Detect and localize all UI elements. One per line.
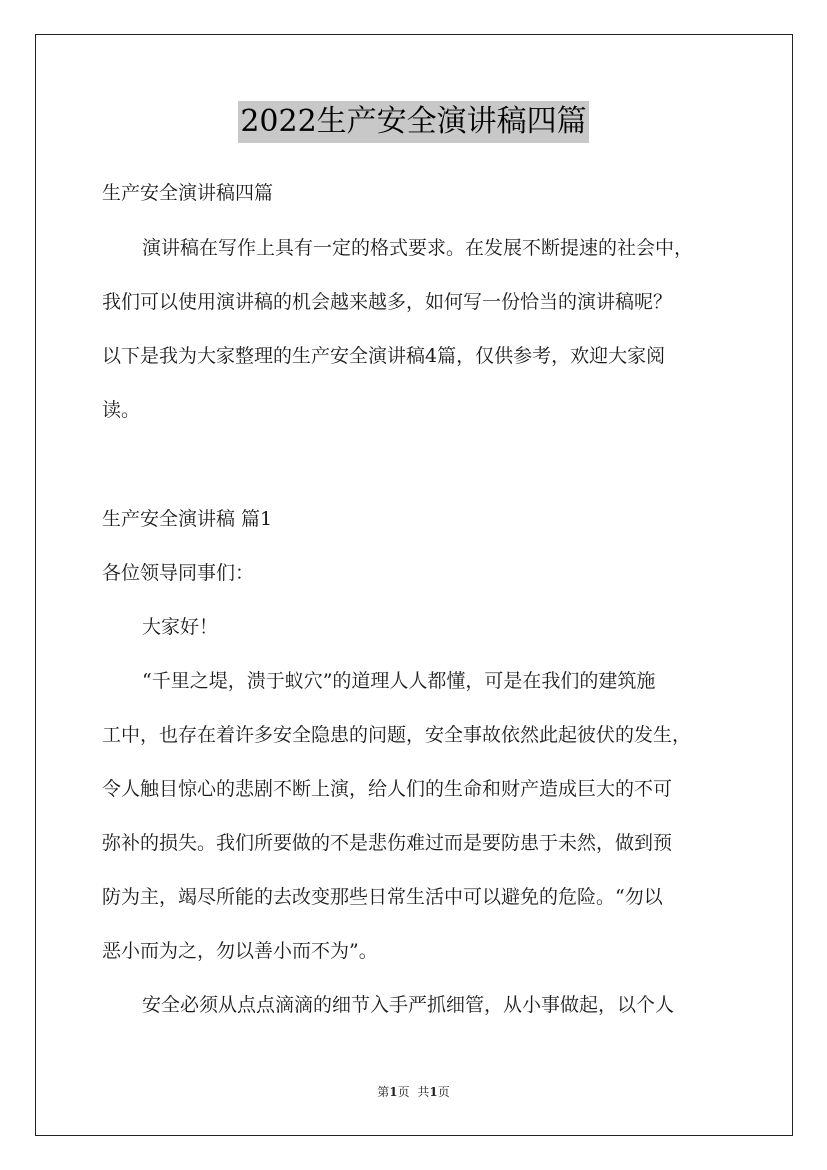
- paragraph-line: 恶小而为之，勿以善小而不为”。: [102, 940, 378, 962]
- footer-page-prefix: 第: [377, 1085, 390, 1099]
- title-container: [0, 101, 827, 143]
- intro-line: 我们可以使用演讲稿的机会越来越多，如何写一份恰当的演讲稿呢？: [102, 291, 673, 313]
- footer-total-number: 1: [429, 1085, 438, 1099]
- paragraph-line: 防为主，竭尽所能的去改变那些日常生活中可以避免的危险。“勿以: [102, 886, 663, 908]
- paragraph-line: 弥补的损失。我们所要做的不是悲伤难过而是要防患于未然，做到预: [102, 832, 673, 854]
- paragraph-line: 安全必须从点点滴滴的细节入手严抓细管，从小事做起，以个人: [142, 994, 675, 1016]
- footer-page-suffix: 页: [397, 1085, 410, 1099]
- paragraph-line: 工中，也存在着许多安全隐患的问题，安全事故依然此起彼伏的发生，: [102, 724, 692, 746]
- footer-page-number: 1: [389, 1085, 398, 1099]
- salutation: 各位领导同事们：: [102, 562, 255, 584]
- greeting: 大家好！: [142, 616, 219, 638]
- page-footer: [0, 1084, 827, 1100]
- section-heading: 生产安全演讲稿 篇1: [102, 508, 273, 530]
- footer-total-suffix: 页: [437, 1085, 450, 1099]
- document-title: 2022生产安全演讲稿四篇: [238, 101, 588, 143]
- intro-line: 以下是我为大家整理的生产安全演讲稿4篇，仅供参考，欢迎大家阅: [102, 345, 666, 367]
- intro-line: 演讲稿在写作上具有一定的格式要求。在发展不断提速的社会中，: [142, 237, 694, 259]
- paragraph-line: “千里之堤，溃于蚁穴”的道理人人都懂，可是在我们的建筑施: [142, 670, 656, 692]
- document-subtitle: 生产安全演讲稿四篇: [102, 182, 274, 204]
- intro-line: 读。: [102, 399, 141, 421]
- footer-total-prefix: 共: [417, 1085, 430, 1099]
- paragraph-line: 令人触目惊心的悲剧不断上演，给人们的生命和财产造成巨大的不可: [102, 778, 673, 800]
